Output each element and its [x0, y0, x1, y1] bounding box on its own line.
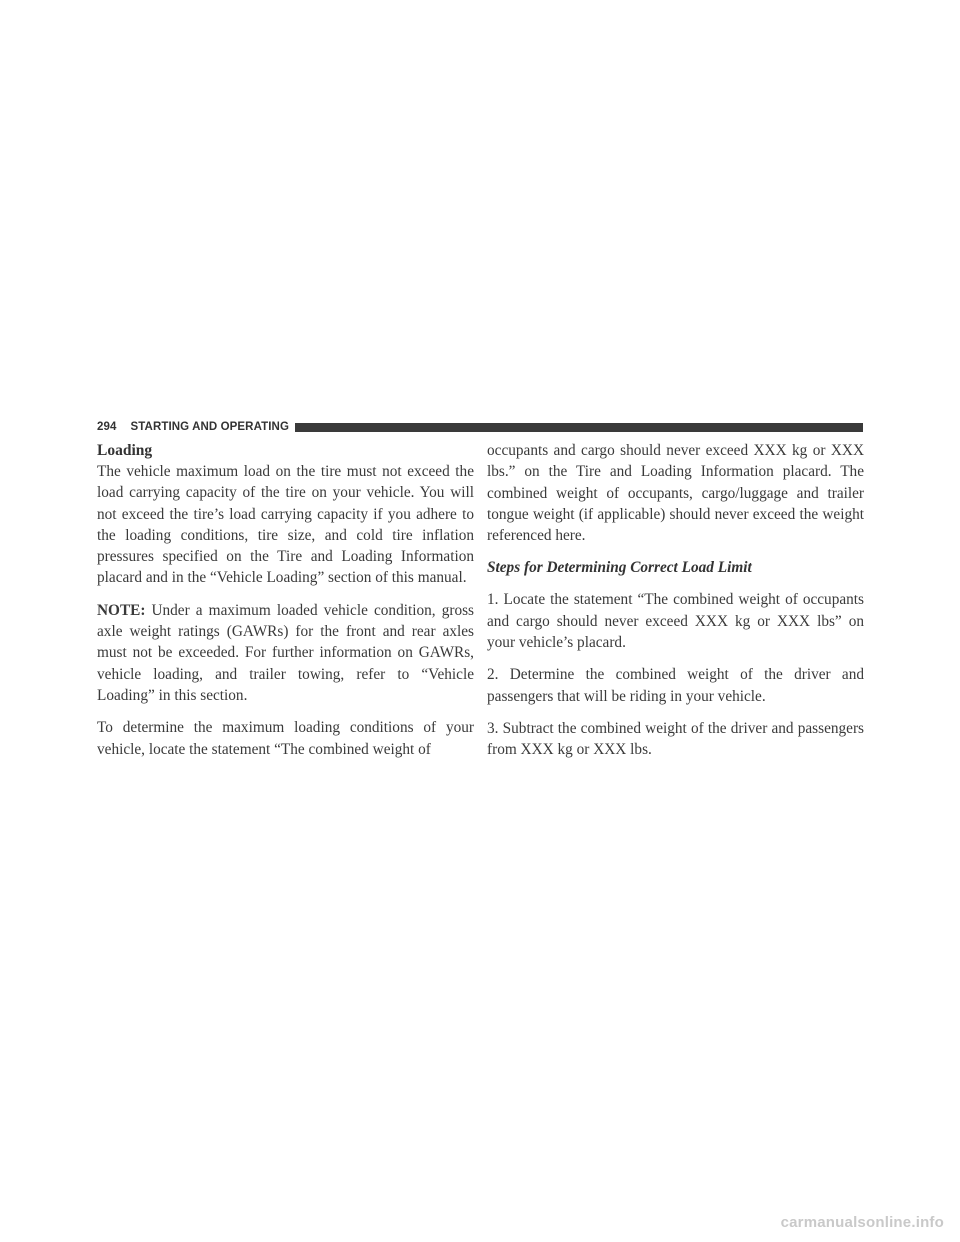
- max-loading-paragraph: To determine the maximum loading conditions of your vehicle, locate the statement “The combined weight of: [97, 719, 474, 758]
- header-rule: [295, 423, 863, 432]
- left-column: [97, 440, 474, 771]
- loading-paragraph: The vehicle maximum load on the tire must not exceed the load carrying capacity of the tire on your vehicle. You will not exceed the tire’s load carrying capacity if you adhere to the loading conditions, tire size, and cold tire inflation pressures specified on the Tire and Loading Information placard and in the “Vehicle Loading” section of this manual.: [97, 463, 474, 587]
- step-item: 1. Locate the statement “The combined weight of occupants and cargo should never exceed XXX kg or XXX lbs” on your vehicle’s placard.: [487, 591, 864, 652]
- note-label: NOTE:: [97, 601, 146, 619]
- note-paragraph: [97, 600, 474, 706]
- step-item: 3. Subtract the combined weight of the driver and passengers from XXX kg or XXX lbs.: [487, 719, 864, 759]
- sub-heading: Steps for Determining Correct Load Limit: [487, 559, 752, 577]
- running-header: [97, 419, 863, 435]
- right-column: [487, 440, 864, 772]
- note-text: Under a maximum loaded vehicle condition, gross axle weight ratings (GAWRs) for the front and rear axles must not be exceeded. For further information on GAWRs, vehicle loading, and trailer towing, refer to “Vehicle Loading” in this section.: [97, 601, 474, 704]
- step-item: 2. Determine the combined weight of the driver and passengers that will be riding in your vehicle.: [487, 666, 864, 705]
- section-title: STARTING AND OPERATING: [130, 421, 290, 433]
- page-number: 294: [97, 421, 117, 433]
- watermark: carmanualsonline.info: [780, 1214, 944, 1231]
- section-heading: Loading: [97, 442, 153, 459]
- continuation-paragraph: occupants and cargo should never exceed XXX kg or XXX lbs.” on the Tire and Loading Information placard. The combined weight of occupants, cargo/luggage and trailer tongue weight (if applicable) should never exceed the weight referenced here.: [487, 442, 864, 545]
